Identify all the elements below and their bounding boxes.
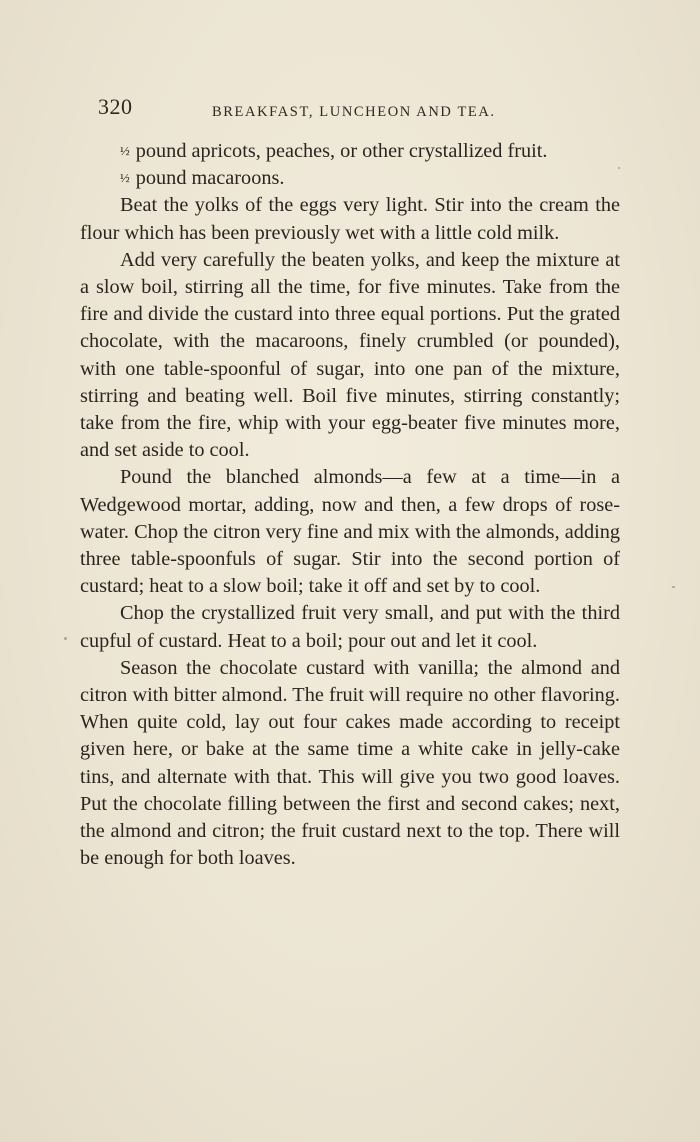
paragraph-fruit: Chop the crystallized fruit very small, and put with the third cupful of custard. Heat to a boil; pour out and let it cool. <box>80 602 620 652</box>
ingredient-text: pound apricots, peaches, or other crystallized fruit. <box>135 140 548 162</box>
ingredient-quantity: ½ <box>120 143 130 158</box>
page-header <box>96 92 626 122</box>
page-body <box>80 138 620 872</box>
paper-speck <box>672 586 675 588</box>
paragraph-assembly: Season the chocolate custard with vanilla; the almond and citron with bitter almond. The fruit will require no other flavoring. When quite cold, lay out four cakes made according to receipt given here, or bake at the same time a white cake in jelly-cake tins, and alternate with that. This will give you two good loaves. Put the chocolate filling between the first and second cakes; next, the almond and citron; the fruit custard next to the top. There will be enough for both loaves. <box>80 656 620 870</box>
paper-speck <box>618 167 620 169</box>
paragraph-beat-yolks: Beat the yolks of the eggs very light. Stir into the cream the flour which has been previously wet with a little cold milk. <box>80 194 620 244</box>
ingredient-quantity: ½ <box>120 170 130 186</box>
ingredient-line <box>80 138 620 165</box>
paragraph-custard: Add very carefully the beaten yolks, and keep the mixture at a slow boil, stirring all the time, for five minutes. Take from the fire and divide the custard into three equal portions. Put the grated chocolate, with the macaroons, finely crumbled (or pounded), with one table-spoonful of sugar, into one pan of the mixture, stirring and beating well. Boil five minutes, stirring constantly; take from the fire, whip with your egg-beater five minutes more, and set aside to cool. <box>80 248 620 462</box>
paper-speck <box>64 637 67 640</box>
page-number: 320 <box>98 94 133 119</box>
paragraph-almonds: Pound the blanched almonds—a few at a time—in a Wedgewood mortar, adding, now and then, a few drops of rose-water. Chop the citron very fine and mix with the almonds, adding three table-spoonfuls of sugar. Stir into the second portion of custard; heat to a slow boil; take it off and set by to cool. <box>80 466 620 598</box>
ingredient-line <box>80 165 620 192</box>
running-head: BREAKFAST, LUNCHEON AND TEA. <box>212 104 496 120</box>
ingredient-text: pound macaroons. <box>135 167 285 190</box>
